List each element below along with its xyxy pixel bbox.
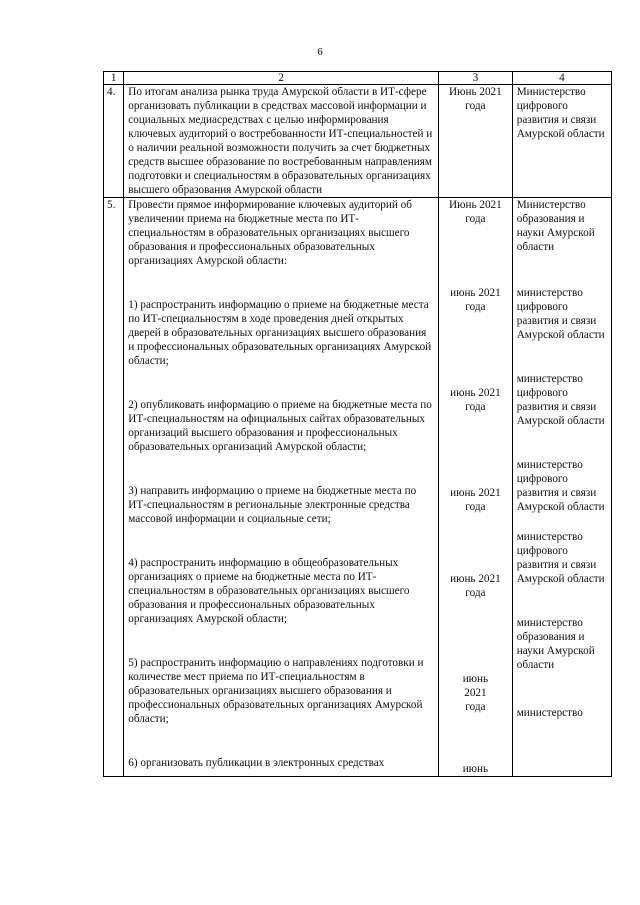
org-intro: Министерство образования и науки Амурской области bbox=[516, 199, 595, 253]
measure-text: По итогам анализа рынка труда Амурской области в ИТ-сфере организовать публикации в средствах массовой информации и социальных медиасредствах с целью информирования ключевых аудиторий о востребованности ИТ-специальностей и о наличии реальной возможности получить за счет бюджетных средств высшее образование по востребованным направлениям подготовки и специальностям в образовательных организациях высшего образования Амурской области bbox=[124, 85, 439, 198]
sub-item-5: 5) распространить информацию о направлениях подготовки и количестве мест приема по ИТ-специальностям в образовательных организациях высшего образования и профессиональных образовательных организациях Амурской области; bbox=[128, 657, 424, 725]
sub-item-1: 1) распространить информацию о приеме на бюджетные места по ИТ-специальностям в ходе проведения дней открытых дверей в образовательных организациях высшего образования и профессиональных образовательных организациях Амурской области; bbox=[128, 299, 432, 367]
responsible-org-cell bbox=[512, 198, 611, 777]
table-row bbox=[104, 198, 612, 777]
row-number: 5. bbox=[104, 198, 124, 777]
deadline-item-6: июнь bbox=[462, 763, 489, 775]
page-number: 6 bbox=[317, 46, 323, 58]
table-header-row bbox=[104, 72, 612, 85]
deadline-intro: Июнь 2021 года bbox=[449, 199, 502, 225]
header-cell-2: 2 bbox=[124, 72, 439, 85]
org-item-5: министерство образования и науки Амурской области bbox=[516, 617, 595, 671]
org-item-4: министерство цифрового развития и связи Амурской области bbox=[516, 531, 605, 585]
org-item-2: министерство цифрового развития и связи Амурской области bbox=[516, 373, 605, 427]
sub-item-3: 3) направить информацию о приеме на бюджетные места по ИТ-специальностям в региональные электронные средства массовой информации и социальные сети; bbox=[128, 485, 417, 525]
row-number: 4. bbox=[104, 85, 124, 198]
header-cell-3: 3 bbox=[439, 72, 513, 85]
header-cell-1: 1 bbox=[104, 72, 124, 85]
org-item-3: министерство цифрового развития и связи Амурской области bbox=[516, 459, 605, 513]
table-row bbox=[104, 85, 612, 198]
measure-intro: Провести прямое информирование ключевых аудиторий об увеличении приема на бюджетные места по ИТ-специальностям в образовательных организациях высшего образования и профессиональных образовательных организациях Амурской области: bbox=[128, 199, 412, 267]
measures-table bbox=[103, 71, 612, 777]
sub-item-4: 4) распространить информацию в общеобразовательных организациях о приеме на бюджетные места по ИТ-специальностям в образовательных организациях высшего образования и профессиональных образовательных организациях Амурской области; bbox=[128, 557, 410, 625]
org-item-6: министерство bbox=[516, 707, 583, 719]
deadline-item-3: июнь 2021 года bbox=[450, 487, 501, 513]
responsible-org: Министерство цифрового развития и связи Амурской области bbox=[512, 85, 611, 198]
deadline-item-2: июнь 2021 года bbox=[450, 387, 501, 413]
deadline: Июнь 2021 года bbox=[439, 85, 513, 198]
sub-item-6: 6) организовать публикации в электронных средствах bbox=[128, 757, 385, 769]
deadline-item-5: июнь 2021 года bbox=[462, 673, 489, 713]
measure-text-cell bbox=[124, 198, 439, 777]
deadline-cell bbox=[439, 198, 513, 777]
deadline-item-4: июнь 2021 года bbox=[450, 573, 501, 599]
header-cell-4: 4 bbox=[512, 72, 611, 85]
sub-item-2: 2) опубликовать информацию о приеме на бюджетные места по ИТ-специальностям на официальных сайтах образовательных организаций высшего образования и профессиональных образовательных организаций Амурской области; bbox=[128, 399, 432, 453]
deadline-item-1: июнь 2021 года bbox=[450, 287, 501, 313]
org-item-1: министерство цифрового развития и связи Амурской области bbox=[516, 287, 605, 341]
